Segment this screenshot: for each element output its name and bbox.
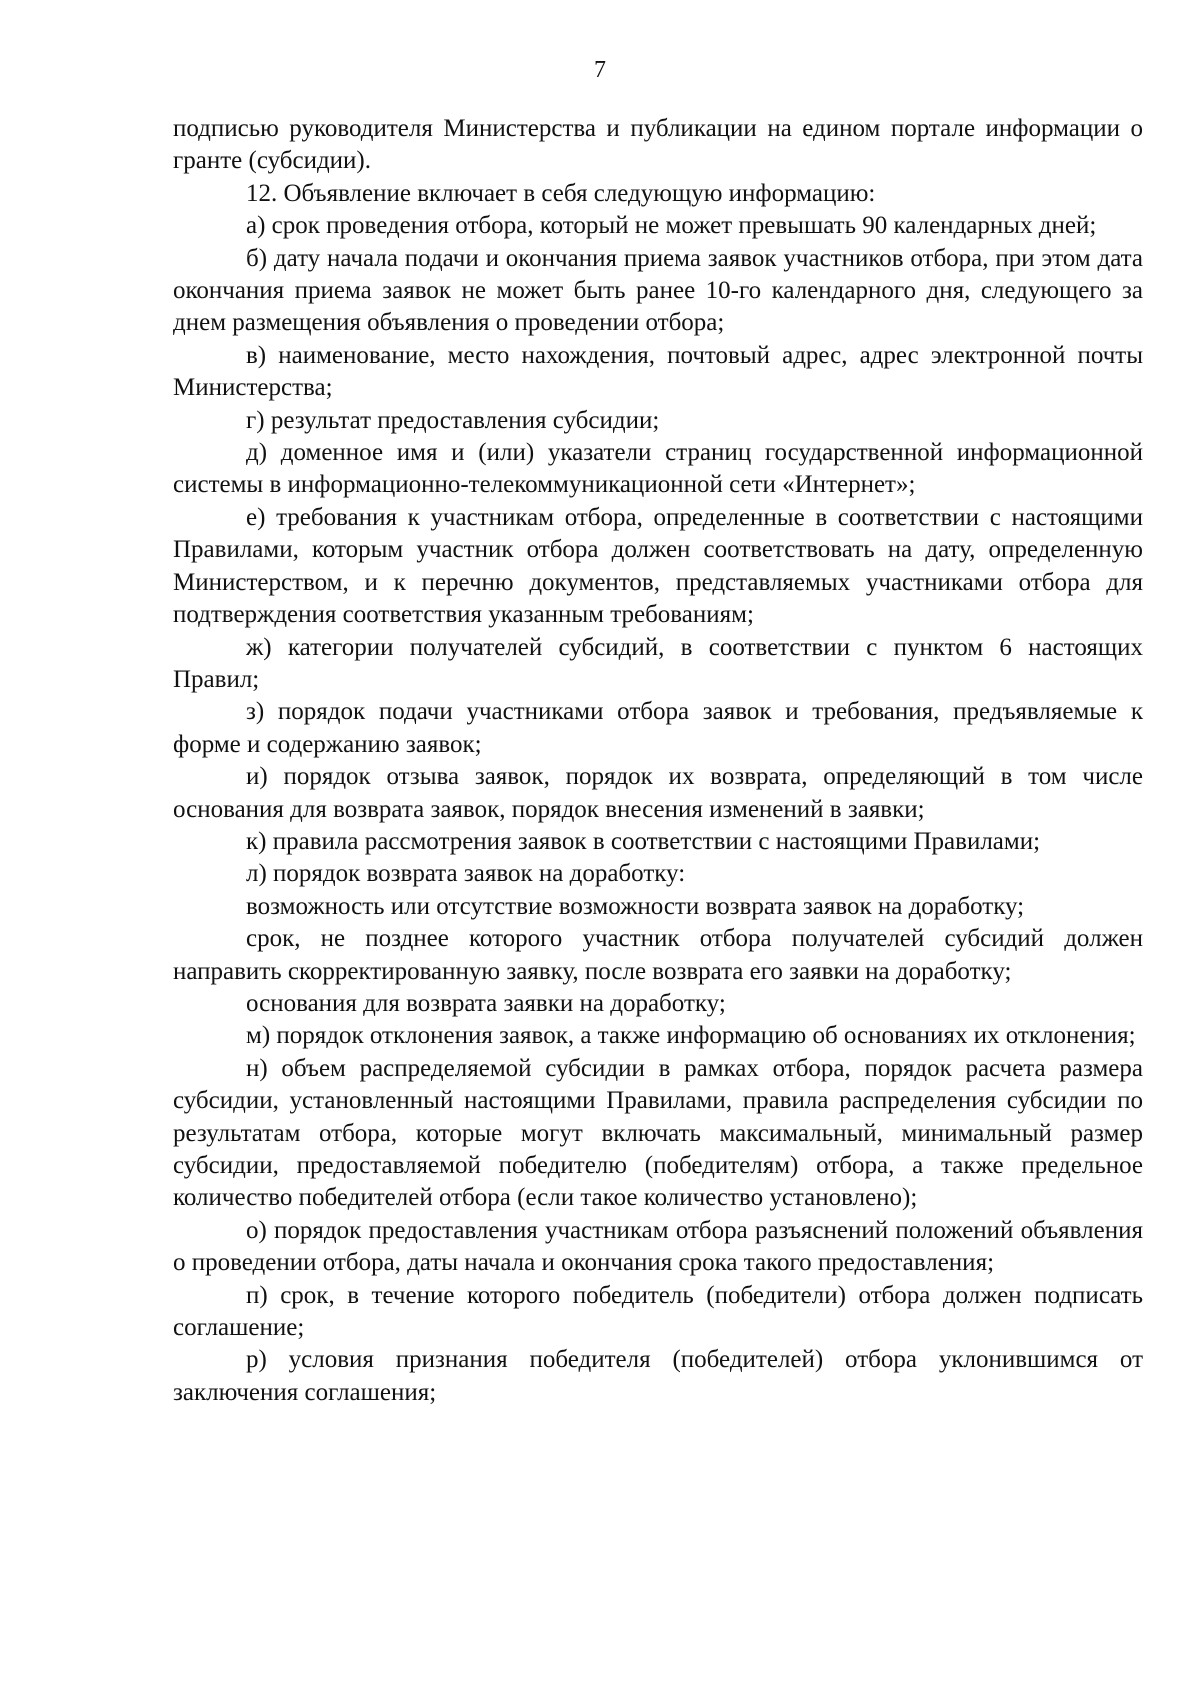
paragraph: а) срок проведения отбора, который не может превышать 90 календарных дней; xyxy=(246,212,1097,240)
paragraph: е) требования к участникам отбора, определенные в соответствии с настоящими Правилами, которым участник отбора должен соответствовать на дату, определенную Министерством, и к перечню документов, представляемых участниками отбора для подтверждения соответствия указанным требованиям; xyxy=(173,503,1143,629)
paragraph: 12. Объявление включает в себя следующую информацию: xyxy=(246,179,876,207)
paragraph: д) доменное имя и (или) указатели страниц государственной информационной системы в информационно-телекоммуникационной сети «Интернет»; xyxy=(173,439,1143,499)
paragraph: б) дату начала подачи и окончания приема заявок участников отбора, при этом дата окончания приема заявок не может быть ранее 10-го календарного дня, следующего за днем размещения объявления о проведении отбора; xyxy=(173,244,1143,337)
paragraph: г) результат предоставления субсидии; xyxy=(246,406,660,434)
paragraph: о) порядок предоставления участникам отбора разъяснений положений объявления о проведении отбора, даты начала и окончания срока такого предоставления; xyxy=(173,1216,1143,1277)
paragraph: к) правила рассмотрения заявок в соответствии с настоящими Правилами; xyxy=(246,827,1041,855)
paragraph: л) порядок возврата заявок на доработку: xyxy=(246,860,686,888)
paragraph: и) порядок отзыва заявок, порядок их возврата, определяющий в том числе основания для возврата заявок, порядок внесения изменений в заявки; xyxy=(173,763,1143,823)
paragraph: срок, не позднее которого участник отбора получателей субсидий должен направить скорректированную заявку, после возврата его заявки на доработку; xyxy=(173,925,1143,985)
paragraph: н) объем распределяемой субсидии в рамках отбора, порядок расчета размера субсидии, установленный настоящими Правилами, правила распределения субсидии по результатам отбора, которые могут включать максимальный, минимальный размер субсидии, предоставляемой победителю (победителям) отбора, а также предельное количество победителей отбора (если такое количество установлено); xyxy=(173,1054,1143,1212)
paragraph: ж) категории получателей субсидий, в соответствии с пунктом 6 настоящих Правил; xyxy=(173,633,1143,693)
paragraph: в) наименование, место нахождения, почтовый адрес, адрес электронной почты Министерства; xyxy=(173,341,1143,402)
document-body xyxy=(173,113,1143,1409)
paragraph: возможность или отсутствие возможности возврата заявок на доработку; xyxy=(246,892,1025,920)
page-number: 7 xyxy=(594,57,606,83)
paragraph: подписью руководителя Министерства и публикации на едином портале информации о гранте (субсидии). xyxy=(173,115,1143,175)
paragraph: м) порядок отклонения заявок, а также информацию об основаниях их отклонения; xyxy=(246,1022,1136,1050)
paragraph: з) порядок подачи участниками отбора заявок и требования, предъявляемые к форме и содержанию заявок; xyxy=(173,698,1143,758)
paragraph: р) условия признания победителя (победителей) отбора уклонившимся от заключения соглашения; xyxy=(173,1346,1143,1406)
paragraph: п) срок, в течение которого победитель (победители) отбора должен подписать соглашение; xyxy=(173,1281,1143,1342)
paragraph: основания для возврата заявки на доработку; xyxy=(246,989,726,1017)
